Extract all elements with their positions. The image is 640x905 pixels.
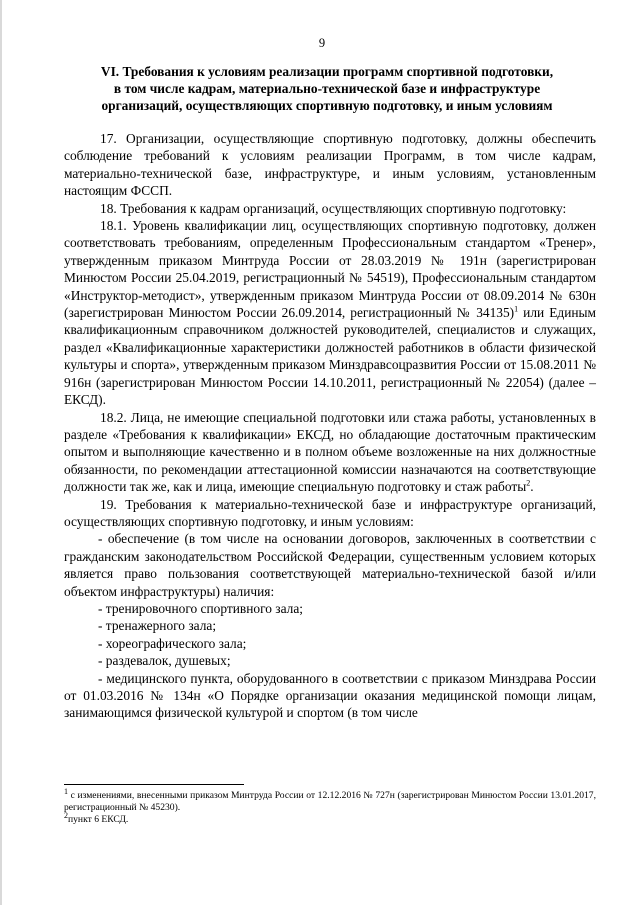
footnote-1 <box>64 786 596 813</box>
list-item: - тренажерного зала; <box>98 618 217 634</box>
paragraph-18-2 <box>64 409 596 496</box>
paragraph-17: 17. Организации, осуществляющие спортивную подготовку, должны обеспечить соблюдение требований к условиям реализации Программ, в том числе кадрам, материально-технической базе, инфраструктуре, и иным условиям, установленным настоящим ФССП. <box>64 131 596 199</box>
footnotes <box>64 786 596 827</box>
footnote-ref-1: 1 <box>514 304 519 314</box>
paragraph-18: 18. Требования к кадрам организаций, осуществляющих спортивную подготовку: <box>100 200 567 216</box>
heading-line-3: организаций, осуществляющих спортивную подготовку, и иным условиям <box>101 98 553 113</box>
paragraph-18-1-text-b: или Единым квалификационным справочником должностей руководителей, специалистов и служащих, раздел «Квалификационные характеристики должностей работников в области физической культуры и спорта», утвержденным приказом Минздравсоцразвития России от 15.08.2011 № 916н (зарегистрирован Минюстом России 14.10.2011, регистрационный № 22054) (далее – ЕКСД). <box>64 305 596 408</box>
document-body <box>64 130 596 722</box>
paragraph-19: 19. Требования к материально-технической базе и инфраструктуре организаций, осуществляющих спортивную подготовку, и иным условиям: <box>64 496 596 529</box>
list-item: - тренировочного спортивного зала; <box>98 600 303 616</box>
heading-line-2: в том числе кадрам, материально-технической базе и инфраструктуре <box>113 81 541 96</box>
paragraph-18-2-text-b: . <box>530 479 534 495</box>
footnote-2 <box>64 810 596 826</box>
footnote-1-text: с изменениями, внесенными приказом Минтруда России от 12.12.2016 № 727н (зарегистрирован Минюстом России 13.01.2017, регистрационный № 45230). <box>64 790 596 813</box>
footnote-2-mark: 2 <box>64 810 68 820</box>
list-item: - медицинского пункта, оборудованного в соответствии с приказом Минздрава России от 01.03.2016 № 134н «О Порядке организации оказания медицинской помощи лицам, занимающимся физической культурой и спортом (в том числе <box>64 670 596 721</box>
list-item: - хореографического зала; <box>98 635 247 651</box>
paragraph-18-1 <box>64 217 596 408</box>
list-item: - раздевалок, душевых; <box>98 653 231 669</box>
section-heading <box>60 63 594 114</box>
footnote-2-text: пункт 6 ЕКСД. <box>68 814 129 825</box>
footnote-divider <box>64 784 244 785</box>
paragraph-18-1-text-a: 18.1. Уровень квалификации лиц, осуществляющих спортивную подготовку, должен соответствовать требованиям, определенным Профессиональным стандартом «Тренер», утвержденным приказом Минтруда России от 28.03.2019 № 191н (зарегистрирован Минюстом России 25.04.2019, регистрационный № 54519), Профессиональным стандартом «Инструктор-методист», утвержденным приказом Минтруда России от 08.09.2014 № 630н (зарегистрирован Минюстом России 26.09.2014, регистрационный № 34135) <box>64 218 596 321</box>
footnote-1-mark: 1 <box>64 786 68 796</box>
footnote-ref-2: 2 <box>526 478 531 488</box>
paragraph-18-2-text-a: 18.2. Лица, не имеющие специальной подготовки или стажа работы, установленных в разделе «Требования к квалификации» ЕКСД, но обладающие достаточным практическим опытом и выполняющие качественно и в полном объеме возложенные на них должностные обязанности, по рекомендации аттестационной комиссии назначаются на соответствующие должности так же, как и лица, имеющие специальную подготовку и стаж работы <box>64 409 596 495</box>
heading-line-1: VI. Требования к условиям реализации программ спортивной подготовки, <box>100 64 554 79</box>
paragraph-19-provision: - обеспечение (в том числе на основании договоров, заключенных в соответствии с гражданским законодательством Российской Федерации, существенным условием которых является право пользования соответствующей материально-технической базой и/или объектом инфраструктуры) наличия: <box>64 531 596 599</box>
page-number: 9 <box>318 36 326 50</box>
